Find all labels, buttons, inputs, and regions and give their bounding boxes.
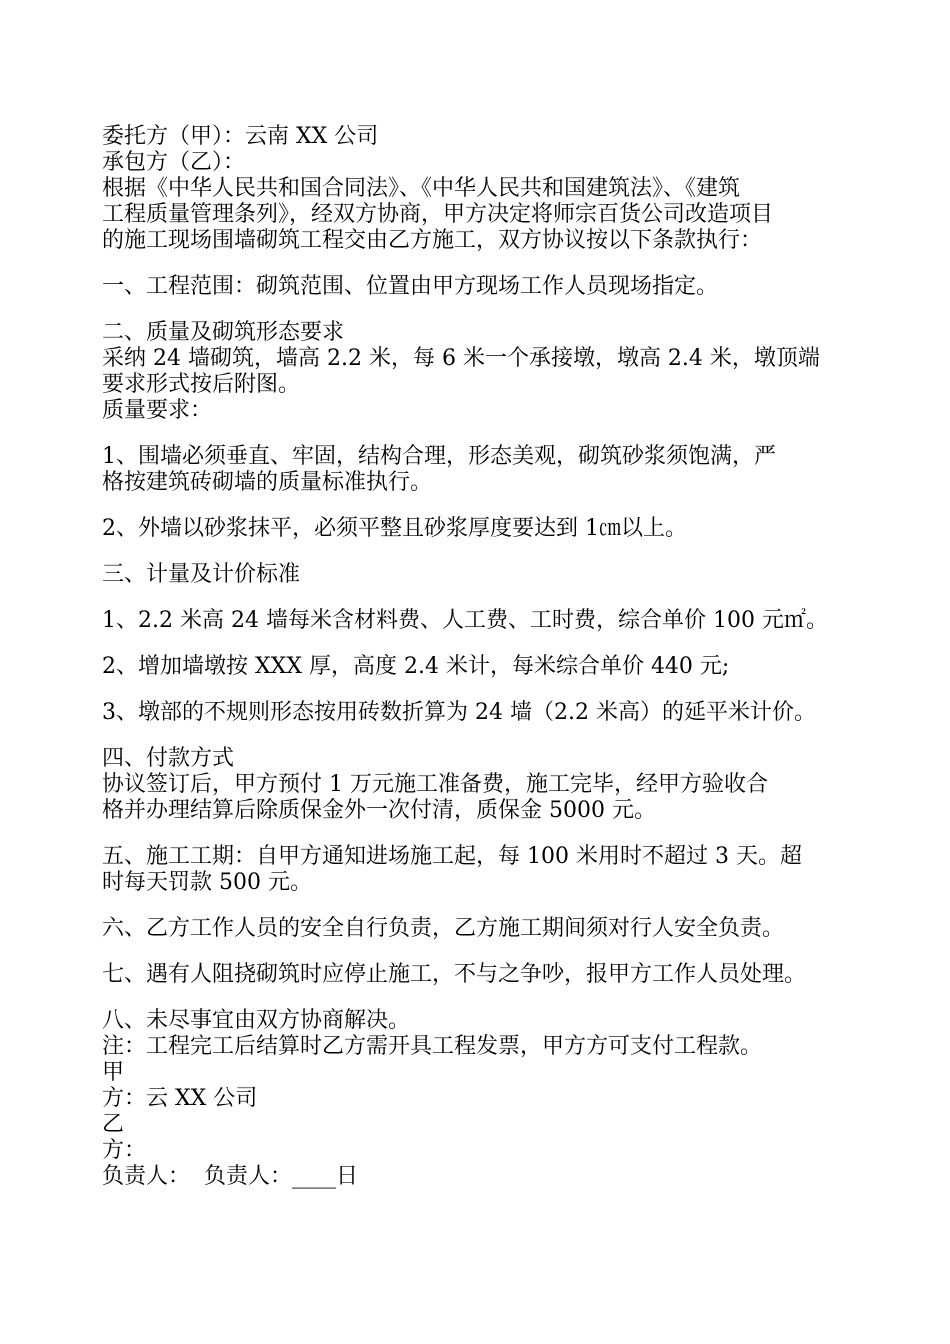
quality-item-1-line-1: 1、围墙必须垂直、牢固，结构合理，形态美观，砌筑砂浆须饱满，严 <box>102 444 776 469</box>
preamble-line-1: 根据《中华人民共和国合同法》、《中华人民共和国建筑法》、《建筑 <box>102 176 741 201</box>
quality-item-2: 2、外墙以砂浆抹平，必须平整且砂浆厚度要达到 1㎝以上。 <box>102 516 687 541</box>
pricing-item-3: 3、墩部的不规则形态按用砖数折算为 24 墙（2.2 米高）的延平米计价。 <box>102 700 816 725</box>
party-b-line: 承包方（乙）： <box>102 150 246 175</box>
section-2-text-1: 采纳 24 墙砌筑，墙高 2.2 米，每 6 米一个承接墩，墩高 2.4 米，墩顶端 <box>102 346 820 371</box>
signature-party-b-name: 方： <box>102 1138 147 1163</box>
responsible-persons-line: 负责人： 负责人：____日 <box>102 1164 358 1189</box>
section-5-line-2: 时每天罚款 500 元。 <box>102 870 312 895</box>
section-6: 六、乙方工作人员的安全自行负责，乙方施工期间须对行人安全负责。 <box>102 916 785 941</box>
section-3-heading: 三、计量及计价标准 <box>102 562 301 587</box>
payment-text-2: 格并办理结算后除质保金外一次付清，质保金 5000 元。 <box>102 798 656 823</box>
party-a-line: 委托方（甲）：云南 XX 公司 <box>102 124 379 149</box>
section-1-scope: 一、工程范围：砌筑范围、位置由甲方现场工作人员现场指定。 <box>102 274 719 299</box>
signature-party-b-label: 乙 <box>102 1112 125 1137</box>
section-2-text-2: 要求形式按后附图。 <box>102 372 301 397</box>
note-line: 注：工程完工后结算时乙方需开具工程发票，甲方方可支付工程款。 <box>102 1034 763 1059</box>
preamble-line-3: 的施工现场围墙砌筑工程交由乙方施工，双方协议按以下条款执行： <box>102 228 763 253</box>
section-7: 七、遇有人阻挠砌筑时应停止施工，不与之争吵，报甲方工作人员处理。 <box>102 962 807 987</box>
section-2-heading: 二、质量及砌筑形态要求 <box>102 320 345 345</box>
payment-text-1: 协议签订后，甲方预付 1 万元施工准备费，施工完毕，经甲方验收合 <box>102 772 768 797</box>
section-8: 八、未尽事宜由双方协商解决。 <box>102 1008 411 1033</box>
quality-heading: 质量要求： <box>102 398 213 423</box>
pricing-item-2: 2、增加墙墩按 XXX 厚，高度 2.4 米计，每米综合单价 440 元; <box>102 654 730 679</box>
contract-document <box>102 124 872 1190</box>
section-4-heading: 四、付款方式 <box>102 746 235 771</box>
quality-item-1-line-2: 格按建筑砖砌墙的质量标准执行。 <box>102 470 433 495</box>
signature-party-a-name: 方：云 XX 公司 <box>102 1086 258 1111</box>
pricing-item-1: 1、2.2 米高 24 墙每米含材料费、人工费、工时费，综合单价 100 元㎡。 <box>102 608 828 633</box>
signature-party-a-label: 甲 <box>102 1060 125 1085</box>
preamble-line-2: 工程质量管理条列》，经双方协商，甲方决定将师宗百货公司改造项目 <box>102 202 774 227</box>
section-5-line-1: 五、施工工期：自甲方通知进场施工起，每 100 米用时不超过 3 天。超 <box>102 844 802 869</box>
